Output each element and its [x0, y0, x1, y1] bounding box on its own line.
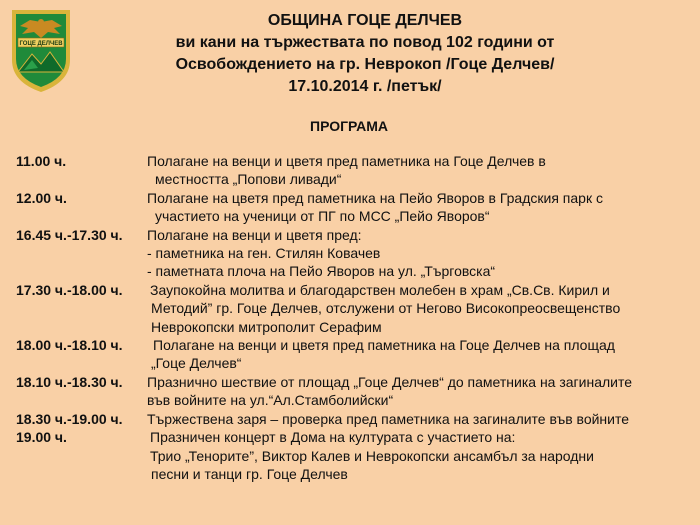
- schedule-time: 16.45 ч.-17.30 ч.: [16, 226, 123, 243]
- schedule-item: [16, 152, 696, 189]
- description-line: - паметника на ген. Стилян Ковачев: [147, 245, 381, 262]
- schedule-time: 11.00 ч.: [16, 153, 67, 169]
- description-line: Трио „Тенорите”, Виктор Калев и Неврокопски ансамбъл за народни: [150, 447, 594, 464]
- description-line: Празнично шествие от площад „Гоце Делчев“ до паметника на загиналите: [147, 373, 633, 390]
- description-line: Полагане на венци и цветя пред:: [147, 226, 362, 243]
- schedule-description: [147, 336, 696, 373]
- schedule-description: [147, 428, 696, 483]
- schedule-item: [16, 336, 696, 373]
- event-date: 17.10.2014 г. /петък/: [288, 78, 442, 95]
- description-line: участието на ученици от ПГ по МСС „Пейо Яворов“: [155, 208, 490, 225]
- description-line: местността „Попови ливади“: [155, 171, 342, 188]
- schedule-description: [147, 189, 696, 226]
- schedule-time: 17.30 ч.-18.00 ч.: [16, 281, 123, 298]
- schedule-time: 18.30 ч.-19.00 ч.: [16, 410, 123, 427]
- schedule-description: [147, 152, 696, 189]
- schedule-list: [16, 152, 696, 483]
- invitation-line: ви кани на тържествата по повод 102 години от: [175, 34, 555, 51]
- description-line: Празничен концерт в Дома на културата с участието на:: [150, 429, 516, 446]
- schedule-item: [16, 428, 696, 483]
- description-line: Тържествена заря – проверка пред паметника на загиналите във войните: [147, 410, 630, 427]
- schedule-description: [147, 281, 696, 336]
- schedule-item: [16, 373, 696, 410]
- schedule-item: [16, 281, 696, 336]
- schedule-item: [16, 226, 696, 281]
- description-line: песни и танци гр. Гоце Делчев: [151, 465, 348, 482]
- description-line: Заупокойна молитва и благодарствен молебен в храм „Св.Св. Кирил и: [150, 281, 610, 298]
- schedule-time: 19.00 ч.: [16, 429, 67, 446]
- schedule-item: [16, 189, 696, 226]
- description-line: Неврокопски митрополит Серафим: [151, 318, 382, 335]
- schedule-description: [147, 410, 696, 428]
- svg-text:ГОЦЕ ДЕЛЧЕВ: ГОЦЕ ДЕЛЧЕВ: [19, 41, 63, 47]
- schedule-description: [147, 226, 696, 281]
- schedule-time: 18.00 ч.-18.10 ч.: [16, 337, 123, 354]
- schedule-item: [16, 410, 696, 428]
- description-line: - паметната плоча на Пейо Яворов на ул. „Търговска“: [147, 263, 496, 280]
- description-line: във войните на ул.“Ал.Стамболийски“: [147, 392, 394, 409]
- occasion-line: Освобождението на гр. Неврокоп /Гоце Делчев/: [175, 56, 555, 73]
- invitation-header: [160, 10, 570, 98]
- municipality-crest-icon: [10, 8, 72, 94]
- description-line: Полагане на венци и цветя пред паметника на Гоце Делчев в: [147, 153, 546, 169]
- program-title: ПРОГРАМА: [310, 118, 389, 134]
- description-line: Полагане на венци и цветя пред паметника на Гоце Делчев на площад: [153, 337, 615, 354]
- schedule-time: 18.10 ч.-18.30 ч.: [16, 373, 123, 390]
- description-line: Методий” гр. Гоце Делчев, отслужени от Негово Високопреосвещенство: [151, 300, 621, 317]
- municipality-title: ОБЩИНА ГОЦЕ ДЕЛЧЕВ: [267, 12, 463, 29]
- schedule-time: 12.00 ч.: [16, 189, 67, 206]
- description-line: „Гоце Делчев“: [151, 355, 242, 372]
- description-line: Полагане на цветя пред паметника на Пейо Яворов в Градския парк с: [147, 189, 603, 206]
- schedule-description: [147, 373, 696, 410]
